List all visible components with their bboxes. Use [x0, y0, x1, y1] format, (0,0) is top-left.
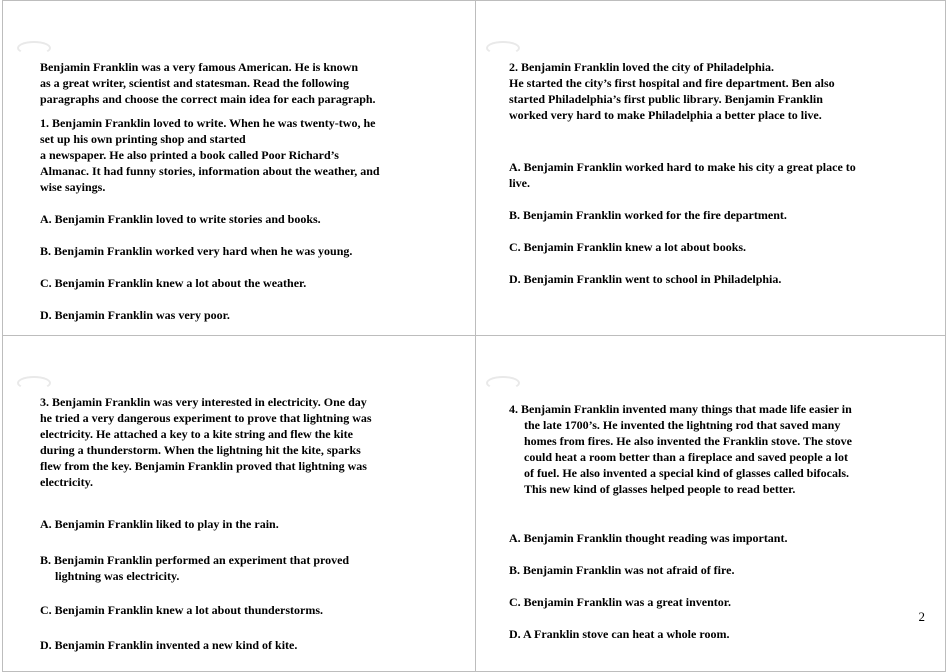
slide-4 — [475, 335, 946, 672]
slide-3 — [2, 335, 476, 672]
option-c: C. Benjamin Franklin knew a lot about books. — [509, 240, 747, 254]
option-a: A. Benjamin Franklin loved to write stories and books. — [40, 212, 321, 226]
watermark-logo — [486, 376, 520, 390]
question-2-passage: 2. Benjamin Franklin loved the city of Philadelphia. He started the city’s first hospital and fire department. Ben also started Philadelphia’s first public library. Benjamin Franklin worked very hard to make Philadelphia a better place to live. — [509, 60, 835, 122]
option-d: D. Benjamin Franklin was very poor. — [40, 308, 230, 322]
option-c: C. Benjamin Franklin was a great inventor. — [509, 595, 732, 609]
option-d: D. Benjamin Franklin went to school in Philadelphia. — [509, 272, 782, 286]
option-a: A. Benjamin Franklin liked to play in the rain. — [40, 517, 279, 531]
watermark-logo — [486, 41, 520, 55]
question-2-options — [509, 143, 856, 303]
slide-2 — [475, 0, 946, 336]
question-3-passage: 3. Benjamin Franklin was very interested in electricity. One day he tried a very dangerous experiment to prove that lightning was electricity. He attached a key to a kite string and flew the kite during a thunderstorm. When the lightning hit the kite, sparks flew from the key. Benjamin Franklin proved that lightning was electricity. — [40, 395, 372, 489]
option-d: D. A Franklin stove can heat a whole room. — [509, 627, 730, 641]
option-b: B. Benjamin Franklin performed an experiment that proved lightning was electricity. — [40, 553, 350, 583]
option-d: D. Benjamin Franklin invented a new kind of kite. — [40, 638, 298, 652]
option-b: B. Benjamin Franklin worked very hard when he was young. — [40, 244, 353, 258]
option-a: A. Benjamin Franklin worked hard to make his city a great place to live. — [509, 160, 856, 190]
intro-paragraph: Benjamin Franklin was a very famous American. He is known as a great writer, scientist and statesman. Read the following paragraphs and choose the correct main idea for each paragraph. — [40, 60, 376, 106]
option-a: A. Benjamin Franklin thought reading was important. — [509, 531, 788, 545]
page-number: 2 — [918, 609, 925, 624]
question-3-options — [40, 500, 349, 669]
question-4-passage: 4. Benjamin Franklin invented many things that made life easier in the late 1700’s. He invented the lightning rod that saved many homes from fires. He also invented the Franklin stove. The stove could heat a room better than a fireplace and saved people a lot of fuel. He also invented a special kind of glasses called bifocals. This new kind of glasses helped people to read better. — [509, 402, 852, 496]
watermark-logo — [17, 41, 51, 55]
option-c: C. Benjamin Franklin knew a lot about thunderstorms. — [40, 603, 324, 617]
question-1-passage: 1. Benjamin Franklin loved to write. When he was twenty-two, he set up his own printing shop and started a newspaper. He also printed a book called Poor Richard’s Almanac. It had funny stories, information about the weather, and wise sayings. — [40, 116, 380, 194]
question-1-options — [40, 195, 352, 336]
option-c: C. Benjamin Franklin knew a lot about the weather. — [40, 276, 307, 290]
option-b: B. Benjamin Franklin was not afraid of fire. — [509, 563, 735, 577]
option-b: B. Benjamin Franklin worked for the fire department. — [509, 208, 787, 222]
slide-1 — [2, 0, 476, 336]
watermark-logo — [17, 376, 51, 390]
question-4-options — [509, 514, 787, 658]
